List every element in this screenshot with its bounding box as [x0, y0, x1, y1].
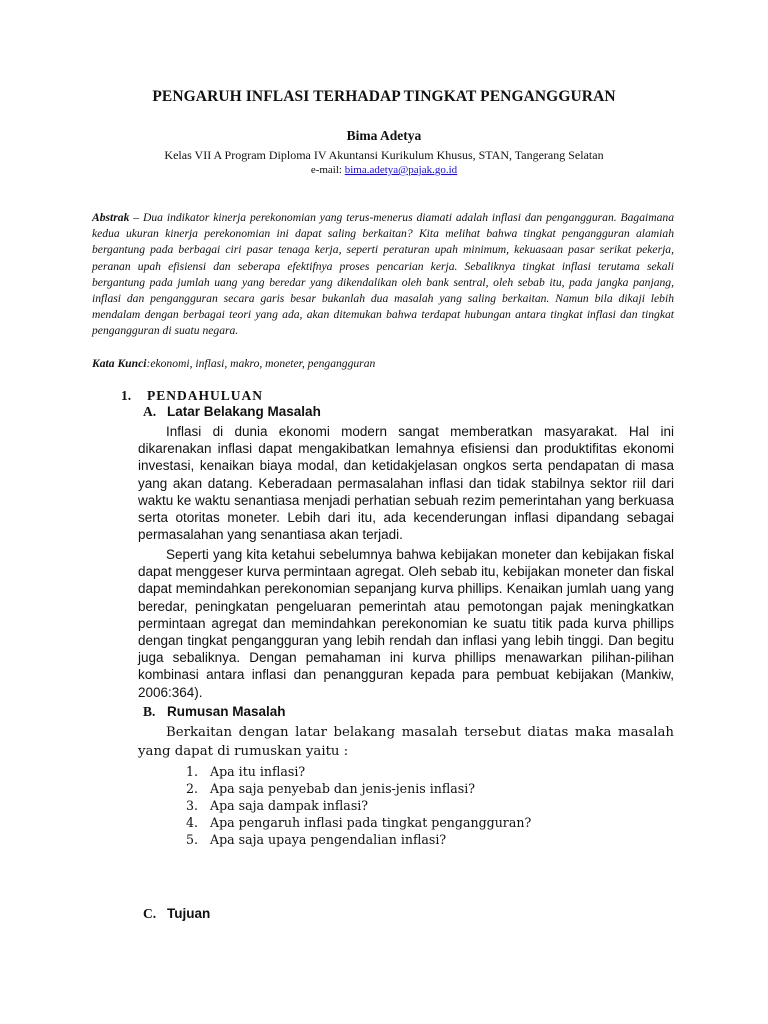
list-item-text: Apa itu inflasi?	[210, 764, 306, 779]
abstract-separator: –	[129, 211, 143, 224]
email-line	[0, 164, 768, 176]
list-item	[186, 763, 531, 780]
paragraph: Seperti yang kita ketahui sebelumnya bahwa kebijakan moneter dan kebijakan fiskal dapat menggeser kurva permintaan agregat. Oleh sebab itu, kebijakan moneter dan fiskal dapat memindahkan perekonomian sepanjang kurva phillips. Kenaikan jumlah uang yang beredar, peningkatan pengeluaran pemerintah atau pemotongan pajak meningkatkan permintaan agregat dan memindahkan perekonomian ke suatu titik pada kurva phillips dengan tingkat pengangguran yang lebih rendah dan inflasi yang lebih tinggi. Dan begitu juga sebaliknya. Dengan pemahaman ini kurva phillips menawarkan pilihan-pilihan kombinasi antara inflasi dan penangguran kepada para pembuat kebijakan (Mankiw, 2006:364).	[138, 547, 674, 700]
subsection-letter: B.	[143, 704, 156, 719]
subsection-title: Latar Belakang Masalah	[167, 404, 321, 419]
list-item	[186, 797, 531, 814]
subsection-title: Rumusan Masalah	[167, 704, 286, 719]
abstract-label: Abstrak	[92, 211, 130, 224]
keywords-label: Kata Kunci	[92, 357, 147, 370]
list-item	[186, 831, 531, 848]
subsection-heading-c	[143, 906, 210, 922]
subsection-letter: C.	[143, 906, 157, 921]
section-number: 1.	[121, 388, 132, 403]
paragraph: Inflasi di dunia ekonomi modern sangat memberatkan masyarakat. Hal ini dikarenakan inflasi dapat mengakibatkan lemahnya efisiensi dan produktifitas ekonomi investasi, kenaikan biaya modal, dan ketidakjelasan ongkos serta pendapatan di masa yang akan datang. Keberadaan permasalahan inflasi dan tidak stabilnya sektor riil dari waktu ke waktu senantiasa menjadi perhatian sebuah rezim pemerintahan yang berkuasa serta otoritas moneter. Lebih dari itu, ada kecenderungan inflasi dipandang sebagai permasalahan yang senantiasa akan terjadi.	[138, 424, 674, 543]
list-item-number: 2.	[186, 781, 199, 796]
paragraph: Berkaitan dengan latar belakang masalah tersebut diatas maka masalah yang dapat di rumuskan yaitu :	[138, 725, 674, 759]
keywords-text: :ekonomi, inflasi, makro, moneter, pengangguran	[146, 357, 376, 370]
problem-list	[186, 763, 531, 848]
list-item-text: Apa saja dampak inflasi?	[210, 798, 369, 813]
list-item	[186, 780, 531, 797]
list-item-number: 3.	[186, 798, 199, 813]
section-heading-1	[121, 388, 263, 404]
paper-title: PENGARUH INFLASI TERHADAP TINGKAT PENGANGGURAN	[152, 88, 616, 105]
email-link[interactable]: bima.adetya@pajak.go.id	[344, 164, 458, 176]
list-item-text: Apa saja upaya pengendalian inflasi?	[210, 832, 447, 847]
subsection-title: Tujuan	[167, 906, 211, 921]
subsection-letter: A.	[143, 404, 157, 419]
email-label: e-mail:	[310, 164, 342, 176]
subsection-heading-b	[143, 704, 286, 720]
abstract	[92, 210, 674, 340]
section-title: PENDAHULUAN	[147, 388, 264, 403]
list-item	[186, 814, 531, 831]
list-item-number: 5.	[186, 832, 199, 847]
keywords	[92, 357, 674, 370]
list-item-number: 1.	[186, 764, 199, 779]
author-name: Bima Adetya	[346, 128, 422, 143]
author-affiliation: Kelas VII A Program Diploma IV Akuntansi Kurikulum Khusus, STAN, Tangerang Selatan	[164, 148, 604, 162]
list-item-text: Apa saja penyebab dan jenis-jenis inflasi?	[210, 781, 476, 796]
list-item-number: 4.	[186, 815, 199, 830]
list-item-text: Apa pengaruh inflasi pada tingkat pengangguran?	[210, 815, 532, 830]
subsection-heading-a	[143, 404, 321, 420]
abstract-text: Dua indikator kinerja perekonomian yang terus-menerus diamati adalah inflasi dan pengangguran. Bagaimana kedua ukuran kinerja perekonomian ini dapat saling berkaitan? Kita melihat bahwa tingkat pengangguran alamiah bergantung pada berbagai ciri pasar tenaga kerja, seperti peraturan upah minimum, kekuasaan pasar serikat pekerja, peranan upah efisiensi dan seberapa efektifnya proses pencarian kerja. Sebaliknya tingkat inflasi terutama sekali bergantung pada jumlah uang yang beredar yang dikendalikan oleh bank sentral, oleh sebab itu, pada jangka panjang, inflasi dan pengangguran secara garis besar bukanlah dua masalah yang saling berkaitan. Namun bila dikaji lebih mendalam dengan berbagai teori yang ada, akan ditemukan bahwa terdapat hubungan antara tingkat inflasi dan tingkat pengangguran di suatu negara.	[92, 211, 675, 338]
